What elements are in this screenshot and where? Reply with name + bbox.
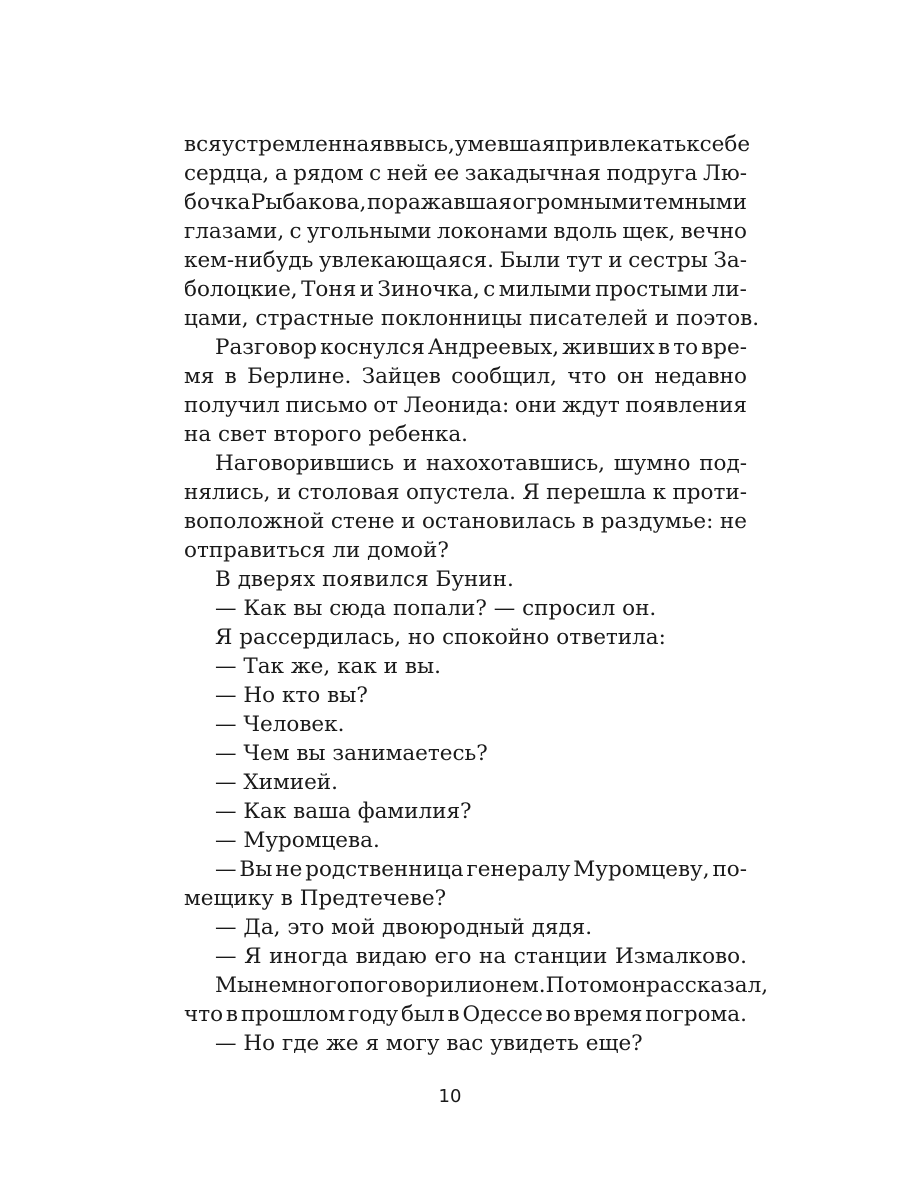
text-line — [184, 652, 747, 681]
text-line — [184, 246, 747, 275]
word: поклонницы — [380, 306, 523, 331]
word: спокойно — [442, 625, 550, 650]
word: темными — [643, 190, 747, 215]
word: и — [654, 306, 670, 331]
text-line — [184, 768, 747, 797]
word: и — [276, 480, 292, 505]
word: цами, — [184, 306, 249, 331]
word: станции — [513, 944, 608, 969]
text-line — [184, 217, 747, 246]
word: с — [369, 161, 382, 186]
word: Леонида: — [403, 393, 510, 418]
word: спросил — [522, 596, 616, 621]
word: погрома. — [645, 1002, 747, 1027]
text-line — [184, 623, 747, 652]
word: то — [673, 335, 699, 360]
word: на — [184, 422, 212, 447]
text-line — [184, 739, 747, 768]
text-line — [184, 130, 751, 159]
word: же, — [290, 654, 331, 679]
word: вечно — [680, 219, 747, 244]
word: в — [582, 509, 595, 534]
text-line — [184, 594, 747, 623]
text-line — [184, 855, 747, 884]
text-line — [184, 565, 747, 594]
word: под- — [699, 451, 747, 476]
text-line — [184, 826, 747, 855]
word: Вы — [239, 857, 273, 882]
text-line — [184, 391, 747, 420]
word: в — [225, 1002, 238, 1027]
word: Муромцева. — [243, 828, 380, 853]
word: ребенка. — [368, 422, 468, 447]
text-line — [184, 449, 747, 478]
text-line — [184, 275, 747, 304]
word: рассердилась, — [239, 625, 402, 650]
word: же — [326, 1031, 359, 1056]
text-line — [184, 420, 747, 449]
word: мещику — [184, 886, 274, 911]
word: Но — [243, 1031, 276, 1056]
word: его — [434, 944, 472, 969]
word: в — [447, 1002, 460, 1027]
word: угольными — [306, 219, 432, 244]
body-text — [184, 130, 769, 1058]
word: Потом — [545, 973, 619, 998]
word: второго — [273, 422, 362, 447]
word: Разговор — [215, 335, 318, 360]
word: я — [365, 1031, 380, 1056]
word: ней — [386, 161, 429, 186]
word: ввысь, — [382, 132, 455, 157]
word: локонами — [436, 219, 549, 244]
word: — — [215, 712, 237, 737]
word: вся — [184, 132, 222, 157]
word: что — [567, 364, 607, 389]
word: — — [215, 596, 237, 621]
word: где — [281, 1031, 320, 1056]
word: болоцкие, — [184, 277, 298, 302]
word: увлекающаяся. — [319, 248, 494, 273]
word: Одессе — [462, 1002, 543, 1027]
word: Рыбакова, — [250, 190, 367, 215]
word: во — [545, 1002, 571, 1027]
word: генералу — [466, 857, 571, 882]
text-line — [184, 188, 747, 217]
word: — — [215, 770, 237, 795]
word: столовая — [297, 480, 400, 505]
word: Химией. — [243, 770, 338, 795]
word: — — [215, 944, 237, 969]
word: ваша — [293, 799, 351, 824]
word: — — [215, 683, 237, 708]
word: был — [400, 1002, 445, 1027]
word: занимаетесь? — [332, 741, 488, 766]
word: поговорили — [349, 973, 483, 998]
word: поражавшая — [366, 190, 512, 215]
word: к — [686, 132, 700, 157]
word: не — [275, 857, 303, 882]
word: к — [652, 480, 667, 505]
word: что — [184, 1002, 224, 1027]
word: году — [348, 1002, 399, 1027]
word: и — [401, 509, 416, 534]
word: он. — [622, 596, 657, 621]
word: письмо — [285, 393, 368, 418]
word: немного — [254, 973, 350, 998]
word: попали? — [392, 596, 487, 621]
word: коснулся — [320, 335, 425, 360]
word: вас — [446, 1031, 484, 1056]
word: раздумье: — [600, 509, 714, 534]
word: — — [215, 799, 237, 824]
word: умевшая — [454, 132, 556, 157]
word: ли- — [711, 277, 747, 302]
word: — — [215, 1031, 237, 1056]
word: Предтечеве? — [299, 886, 447, 911]
word: он — [616, 364, 645, 389]
word: а — [274, 161, 288, 186]
word: Муромцеву, — [573, 857, 710, 882]
word: но — [407, 625, 436, 650]
word: Измалково. — [614, 944, 747, 969]
word: Но — [243, 683, 276, 708]
word: ответила: — [556, 625, 666, 650]
word: устремленная — [221, 132, 383, 157]
word: милыми — [498, 277, 592, 302]
word: сюда — [329, 596, 387, 621]
word: вре- — [701, 335, 747, 360]
word: Я — [215, 625, 233, 650]
word: поэтов. — [676, 306, 760, 331]
word: себе — [699, 132, 751, 157]
word: мой — [331, 915, 376, 940]
word: о — [482, 973, 495, 998]
word: отправиться — [184, 538, 326, 563]
word: стене — [330, 509, 395, 534]
word: еще? — [585, 1031, 643, 1056]
word: шумно — [613, 451, 691, 476]
word: опустела. — [406, 480, 516, 505]
word: — — [215, 654, 237, 679]
text-line — [184, 971, 769, 1000]
word: вы — [296, 741, 326, 766]
word: в — [280, 886, 293, 911]
word: появления — [625, 393, 747, 418]
word: по- — [712, 857, 747, 882]
text-line — [184, 362, 747, 391]
word: дверях — [237, 567, 316, 592]
word: ли — [332, 538, 361, 563]
text-line — [184, 913, 747, 942]
word: — — [215, 857, 237, 882]
word: домой? — [367, 538, 449, 563]
word: Как — [243, 596, 287, 621]
word: иногда — [269, 944, 349, 969]
word: вы. — [404, 654, 441, 679]
word: Лю- — [703, 161, 747, 186]
text-line — [184, 478, 747, 507]
word: нялись, — [184, 480, 271, 505]
word: он — [618, 973, 647, 998]
word: прошлом — [240, 1002, 346, 1027]
word: Наговорившись — [215, 451, 395, 476]
text-line — [184, 1029, 747, 1058]
text-line — [184, 159, 747, 188]
word: глазами, — [184, 219, 285, 244]
word: — — [215, 915, 237, 940]
word: Андреевых, — [427, 335, 560, 360]
word: рядом — [293, 161, 364, 186]
text-line — [184, 507, 747, 536]
word: закадычная — [464, 161, 601, 186]
text-line — [184, 304, 760, 333]
word: вдоль — [553, 219, 618, 244]
word: живших — [562, 335, 655, 360]
word: перешла — [546, 480, 647, 505]
word: остановилась — [421, 509, 576, 534]
word: они — [514, 393, 557, 418]
word: огромными — [512, 190, 643, 215]
word: в — [224, 364, 237, 389]
word: За- — [713, 248, 747, 273]
word: страстные — [255, 306, 375, 331]
word: сообщил, — [451, 364, 557, 389]
word: — — [215, 828, 237, 853]
word: Мы — [215, 973, 255, 998]
word: двоюродный — [382, 915, 525, 940]
word: и — [359, 277, 375, 302]
word: вы? — [327, 683, 368, 708]
word: бочка — [184, 190, 251, 215]
word: как — [337, 654, 377, 679]
word: проти- — [672, 480, 747, 505]
word: Берлине. — [247, 364, 352, 389]
text-line — [184, 1000, 747, 1029]
word: ее — [433, 161, 460, 186]
word: с — [483, 277, 496, 302]
word: воположной — [184, 509, 325, 534]
word: в — [657, 335, 671, 360]
word: увидеть — [490, 1031, 579, 1056]
text-line — [184, 884, 747, 913]
word: фамилия? — [357, 799, 472, 824]
text-line — [184, 681, 747, 710]
word: и — [608, 248, 623, 273]
word: — — [215, 741, 237, 766]
word: Тоня — [301, 277, 357, 302]
text-line — [184, 710, 747, 739]
word: Да, — [243, 915, 281, 940]
word: сердца, — [184, 161, 270, 186]
word: Бунин. — [435, 567, 514, 592]
word: Были — [499, 248, 561, 273]
word: Человек. — [243, 712, 345, 737]
word: сестры — [628, 248, 708, 273]
word: и — [402, 451, 418, 476]
word: подруга — [606, 161, 698, 186]
word: ждут — [562, 393, 620, 418]
page-number: 10 — [438, 1086, 462, 1107]
word: В — [215, 567, 231, 592]
word: Зайцев — [361, 364, 441, 389]
word: могу — [385, 1031, 440, 1056]
word: на — [479, 944, 507, 969]
word: появился — [322, 567, 429, 592]
word: Я — [244, 944, 262, 969]
word: от — [373, 393, 399, 418]
word: нем. — [494, 973, 546, 998]
word: кто — [281, 683, 321, 708]
word: привлекать — [555, 132, 687, 157]
word: родственница — [305, 857, 464, 882]
word: писателей — [529, 306, 648, 331]
word: свет — [218, 422, 267, 447]
word: щек, — [622, 219, 676, 244]
word: тут — [566, 248, 603, 273]
word: Я — [522, 480, 540, 505]
word: мя — [184, 364, 215, 389]
word: кем-нибудь — [184, 248, 314, 273]
text-line — [184, 536, 747, 565]
text-line — [184, 797, 747, 826]
word: не — [719, 509, 747, 534]
word: простыми — [595, 277, 709, 302]
word: Так — [243, 654, 284, 679]
word: это — [287, 915, 325, 940]
word: Зиночка, — [377, 277, 480, 302]
word: время — [573, 1002, 643, 1027]
word: получил — [184, 393, 280, 418]
word: дядя. — [531, 915, 593, 940]
word: недавно — [654, 364, 747, 389]
word: Как — [243, 799, 287, 824]
text-line — [184, 942, 747, 971]
word: и — [383, 654, 398, 679]
word: нахохотавшись, — [426, 451, 606, 476]
word: видаю — [355, 944, 427, 969]
word: рассказал, — [646, 973, 769, 998]
word: — — [493, 596, 516, 621]
word: вы — [293, 596, 323, 621]
word: с — [289, 219, 302, 244]
word: Чем — [243, 741, 290, 766]
text-line — [184, 333, 747, 362]
